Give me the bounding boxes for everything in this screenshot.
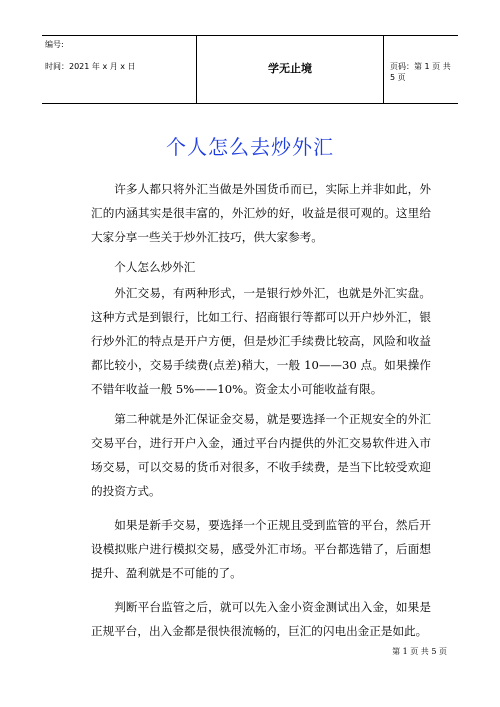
paragraph-bank-trading: 外汇交易，有两种形式，一是银行炒外汇，也就是外汇实盘。这种方式是到银行，比如工行、招商银行等都可以开户炒外汇，银行炒外汇的特点是开户方便，但是炒汇手续费比较高，风险和收益都比较小，交易手续费(点差)稍大，一般 10——30 点。如果操作不错年收益一般 5%——10%。资金太小可能收益有限。 [91, 286, 431, 396]
header-left-cell [42, 36, 197, 103]
page-header [42, 35, 458, 104]
header-middle-cell [197, 36, 384, 103]
section-heading: 个人怎么炒外汇 [114, 260, 196, 274]
paragraph-platform-check: 判断平台监管之后，就可以先入金小资金测试出入金，如果是正规平台，出入金都是很快很流畅的，巨汇的闪电出金正是如此。 [91, 600, 431, 638]
paragraph-beginner-advice: 如果是新手交易，要选择一个正规且受到监管的平台，然后开设模拟账户进行模拟交易，感受外汇市场。平台都选错了，后面想提升、盈利就是不可能的了。 [91, 518, 431, 580]
document-title: 个人怎么去炒外汇 [166, 135, 334, 159]
date-label: 时间：2021 年 x 月 x 日 [45, 62, 136, 71]
brand-label: 学无止境 [268, 62, 312, 75]
page-footer: 第 1 页 共 5 页 [392, 647, 447, 656]
serial-number-label: 编号: [45, 40, 64, 49]
intro-paragraph: 许多人都只将外汇当做是外国货币而已，实际上并非如此，外汇的内涵其实是很丰富的，外汇炒的好，收益是很可观的。这里给大家分享一些关于炒外汇技巧，供大家参考。 [91, 182, 431, 244]
header-page-info: 页码：第 1 页 共 5 页 [390, 62, 451, 82]
paragraph-margin-trading: 第二种就是外汇保证金交易，就是要选择一个正规安全的外汇交易平台，进行开户入金，通过平台内提供的外汇交易软件进入市场交易，可以交易的货币对很多，不收手续费，是当下比较受欢迎的投资方式。 [91, 412, 431, 498]
